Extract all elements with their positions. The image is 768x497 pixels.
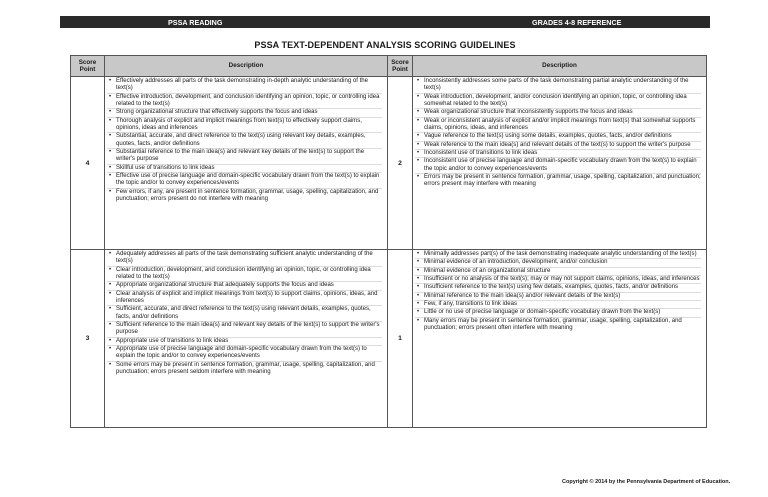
- score-point: 4: [71, 77, 105, 250]
- list-item: • Appropriate use of transitions to link ideas: [107, 338, 382, 346]
- list-item: • Many errors may be present in sentence formation, grammar, usage, spelling, capitalization, and punctuation; errors present often interfere with meaning: [415, 318, 701, 333]
- list-item: • Errors may be present in sentence formation, grammar, usage, spelling, capitalization, and punctuation; errors present may interfere with meaning: [415, 174, 701, 189]
- description-header: Description: [105, 56, 388, 77]
- list-item: • Substantial, accurate, and direct reference to the text(s) using relevant key details, examples, quotes, facts, and/or definitions: [107, 133, 382, 149]
- list-item: • Weak organizational structure that inconsistently supports the focus and ideas: [415, 109, 701, 117]
- score-point-header: Score Point: [388, 56, 413, 77]
- list-item: • Few errors, if any, are present in sentence formation, grammar, usage, spelling, capitalization, and punctuation; errors present do not interfere with meaning: [107, 189, 382, 204]
- criteria-list: [107, 251, 382, 377]
- table-header-row: [71, 56, 707, 77]
- list-item: • Insufficient reference to the text(s) using few details, examples, quotes, facts, and/or definitions: [415, 284, 701, 292]
- list-item: • Sufficient, accurate, and direct reference to the text(s) using relevant details, examples, quotes, facts, and/or definitions: [107, 306, 382, 322]
- list-item: • Minimal reference to the main idea(s) and/or relevant details of the text(s): [415, 293, 701, 301]
- score-point: 1: [388, 250, 413, 428]
- header-right-label: GRADES 4-8 REFERENCE: [532, 17, 622, 27]
- list-item: • Thorough analysis of explicit and implicit meanings from text(s) to effectively support claims, opinions, ideas and inferences: [107, 118, 382, 134]
- list-item: • Adequately addresses all parts of the task demonstrating sufficient analytic understanding of the text(s): [107, 251, 382, 267]
- list-item: • Inconsistent use of precise language and domain-specific vocabulary drawn from the text(s) to explain the topic and/or to convey experiences/events: [415, 158, 701, 174]
- list-item: • Inconsistent use of transitions to link ideas: [415, 150, 701, 158]
- copyright-notice: Copyright © 2014 by the Pennsylvania Department of Education.: [562, 479, 731, 485]
- page-title: PSSA TEXT-DEPENDENT ANALYSIS SCORING GUIDELINES: [254, 40, 516, 50]
- header-bar: [60, 16, 710, 28]
- list-item: • Sufficient reference to the main idea(s) and relevant key details of the text(s) to support the writer's purpose: [107, 322, 382, 338]
- list-item: • Appropriate organizational structure that adequately supports the focus and ideas: [107, 282, 382, 290]
- scoring-guidelines-table: [70, 55, 707, 428]
- list-item: • Skillful use of transitions to link ideas: [107, 165, 382, 173]
- list-item: • Clear analysis of explicit and implicit meanings from text(s) to support claims, opinions, ideas, and inferences: [107, 291, 382, 307]
- table-row: [71, 77, 707, 250]
- list-item: • Vague reference to the text(s) using some details, examples, quotes, facts, and/or definitions: [415, 133, 701, 141]
- list-item: • Substantial reference to the main idea(s) and relevant key details of the text(s) to support the writer's purpose: [107, 149, 382, 165]
- description-cell: [105, 77, 388, 250]
- header-left-label: PSSA READING: [168, 17, 223, 27]
- list-item: • Weak or inconsistent analysis of explicit and/or implicit meanings from text(s) that somewhat supports claims, opinions, ideas, and inferences: [415, 118, 701, 134]
- list-item: • Weak introduction, development, and/or conclusion identifying an opinion, topic, or controlling idea somewhat related to the text(s): [415, 94, 701, 110]
- list-item: • Minimally addresses part(s) of the task demonstrating inadequate analytic understanding of the text(s): [415, 251, 701, 259]
- list-item: • Appropriate use of precise language and domain-specific vocabulary drawn from the text(s) to explain the topic and/or to convey experiences/events: [107, 346, 382, 362]
- list-item: • Minimal evidence of an organizational structure: [415, 268, 701, 276]
- list-item: • Effective introduction, development, and conclusion identifying an opinion, topic, or controlling idea related to the text(s): [107, 94, 382, 110]
- list-item: • Effectively addresses all parts of the task demonstrating in-depth analytic understanding of the text(s): [107, 78, 382, 94]
- score-point: 2: [388, 77, 413, 250]
- list-item: • Strong organizational structure that effectively supports the focus and ideas: [107, 109, 382, 117]
- list-item: • Little or no use of precise language or domain-specific vocabulary drawn from the text(s): [415, 309, 701, 317]
- table-row: [71, 250, 707, 428]
- criteria-list: [415, 251, 701, 332]
- list-item: • Weak reference to the main idea(s) and relevant details of the text(s) to support the writer's purpose: [415, 142, 701, 150]
- list-item: • Inconsistently addresses some parts of the task demonstrating partial analytic understanding of the text(s): [415, 78, 701, 94]
- list-item: • Some errors may be present in sentence formation, grammar, usage, spelling, capitalization, and punctuation; errors present seldom interfere with meaning: [107, 362, 382, 377]
- description-cell: [413, 77, 707, 250]
- list-item: • Effective use of precise language and domain-specific vocabulary drawn from the text(s) to explain the topic and/or to convey experiences/events: [107, 173, 382, 189]
- description-cell: [413, 250, 707, 428]
- description-header: Description: [413, 56, 707, 77]
- description-cell: [105, 250, 388, 428]
- score-point-header: Score Point: [71, 56, 105, 77]
- criteria-list: [107, 78, 382, 204]
- list-item: • Minimal evidence of an introduction, development, and/or conclusion: [415, 259, 701, 267]
- list-item: • Insufficient or no analysis of the text(s); may or may not support claims, opinions, ideas, and inferences: [415, 276, 701, 284]
- list-item: • Few, if any, transitions to link ideas: [415, 301, 701, 309]
- criteria-list: [415, 78, 701, 189]
- list-item: • Clear introduction, development, and conclusion identifying an opinion, topic, or controlling idea related to the text(s): [107, 267, 382, 283]
- score-point: 3: [71, 250, 105, 428]
